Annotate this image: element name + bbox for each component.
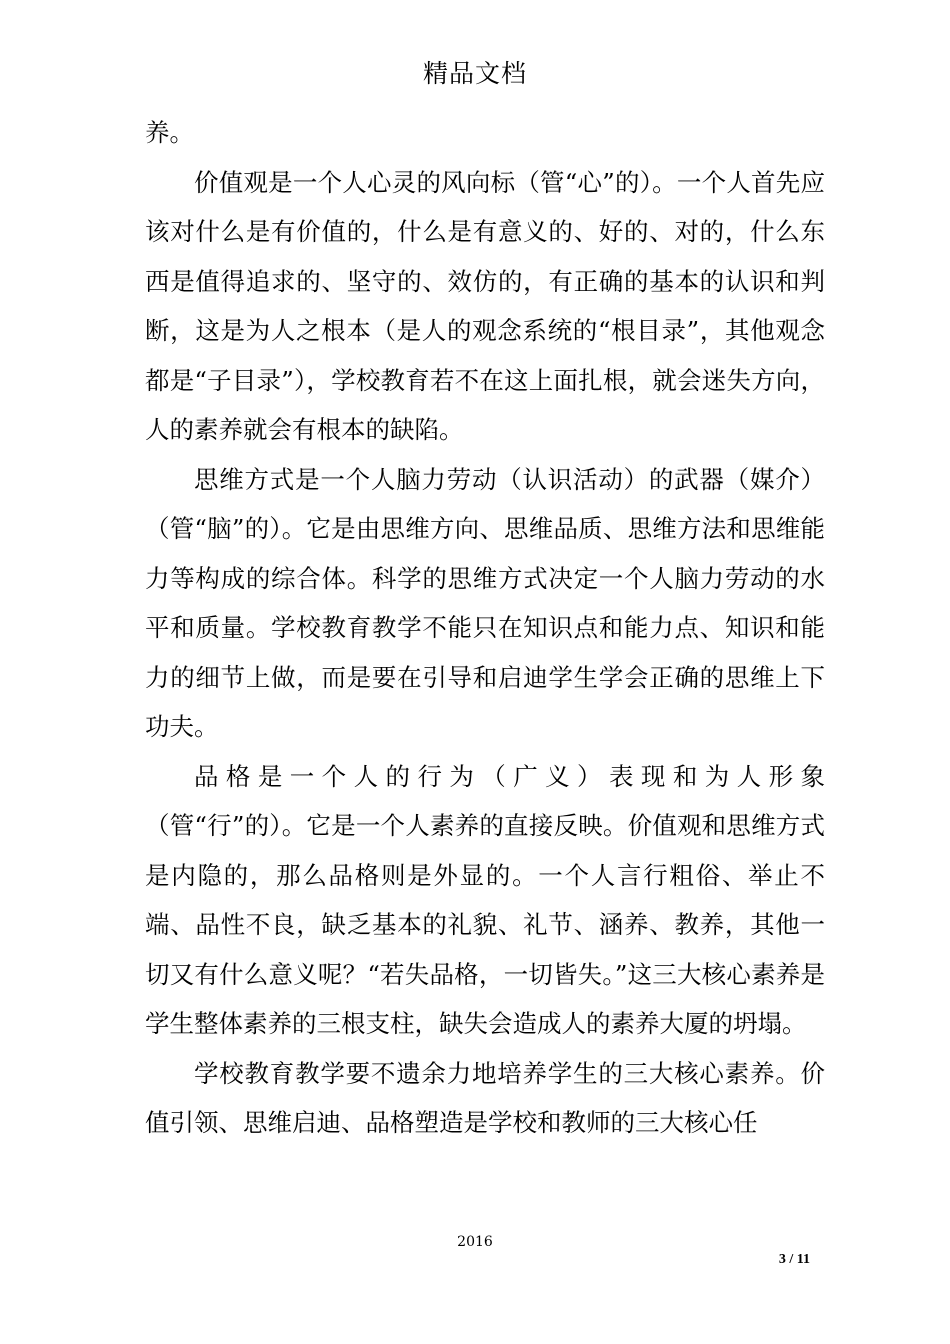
paragraph-continuation: 养。 <box>145 118 194 147</box>
page-header-title: 精品文档 <box>422 59 527 88</box>
paragraph-values: 价值观是一个人心灵的风向标（管“心”的）。一个人首先应该对什么是有价值的，什么是有意义的、好的、对的，什么东西是值得追求的、坚守的、效仿的，有正确的基本的认识和判断，这是为人之根本（是人的观念系统的“根目录”，其他观念都是“子目录”），学校教育若不在这上面扎根，就会迷失方向，人的素养就会有根本的缺陷。 <box>145 167 825 444</box>
footer-year: 2016 <box>457 1234 493 1250</box>
paragraph-character: 品格是一个人的行为（广义）表现和为人形象（管“行”的）。它是一个人素养的直接反映。价值观和思维方式是内隐的，那么品格则是外显的。一个人言行粗俗、举止不端、品性不良，缺乏基本的礼貌、礼节、涵养、教养，其他一切又有什么意义呢？“若失品格，一切皆失。”这三大核心素养是学生整体素养的三根支柱，缺失会造成人的素养大厦的坍塌。 <box>145 761 825 1038</box>
document-body <box>145 108 825 1148</box>
paragraph-core-literacy: 学校教育教学要不遗余力地培养学生的三大核心素养。价值引领、思维启迪、品格塑造是学校和教师的三大核心任 <box>145 1058 825 1137</box>
page-number: 3 / 11 <box>778 1252 810 1267</box>
paragraph-thinking: 思维方式是一个人脑力劳动（认识活动）的武器（媒介）（管“脑”的）。它是由思维方向、思维品质、思维方法和思维能力等构成的综合体。科学的思维方式决定一个人脑力劳动的水平和质量。学校教育教学不能只在知识点和能力点、知识和能力的细节上做，而是要在引导和启迪学生学会正确的思维上下功夫。 <box>145 464 825 741</box>
